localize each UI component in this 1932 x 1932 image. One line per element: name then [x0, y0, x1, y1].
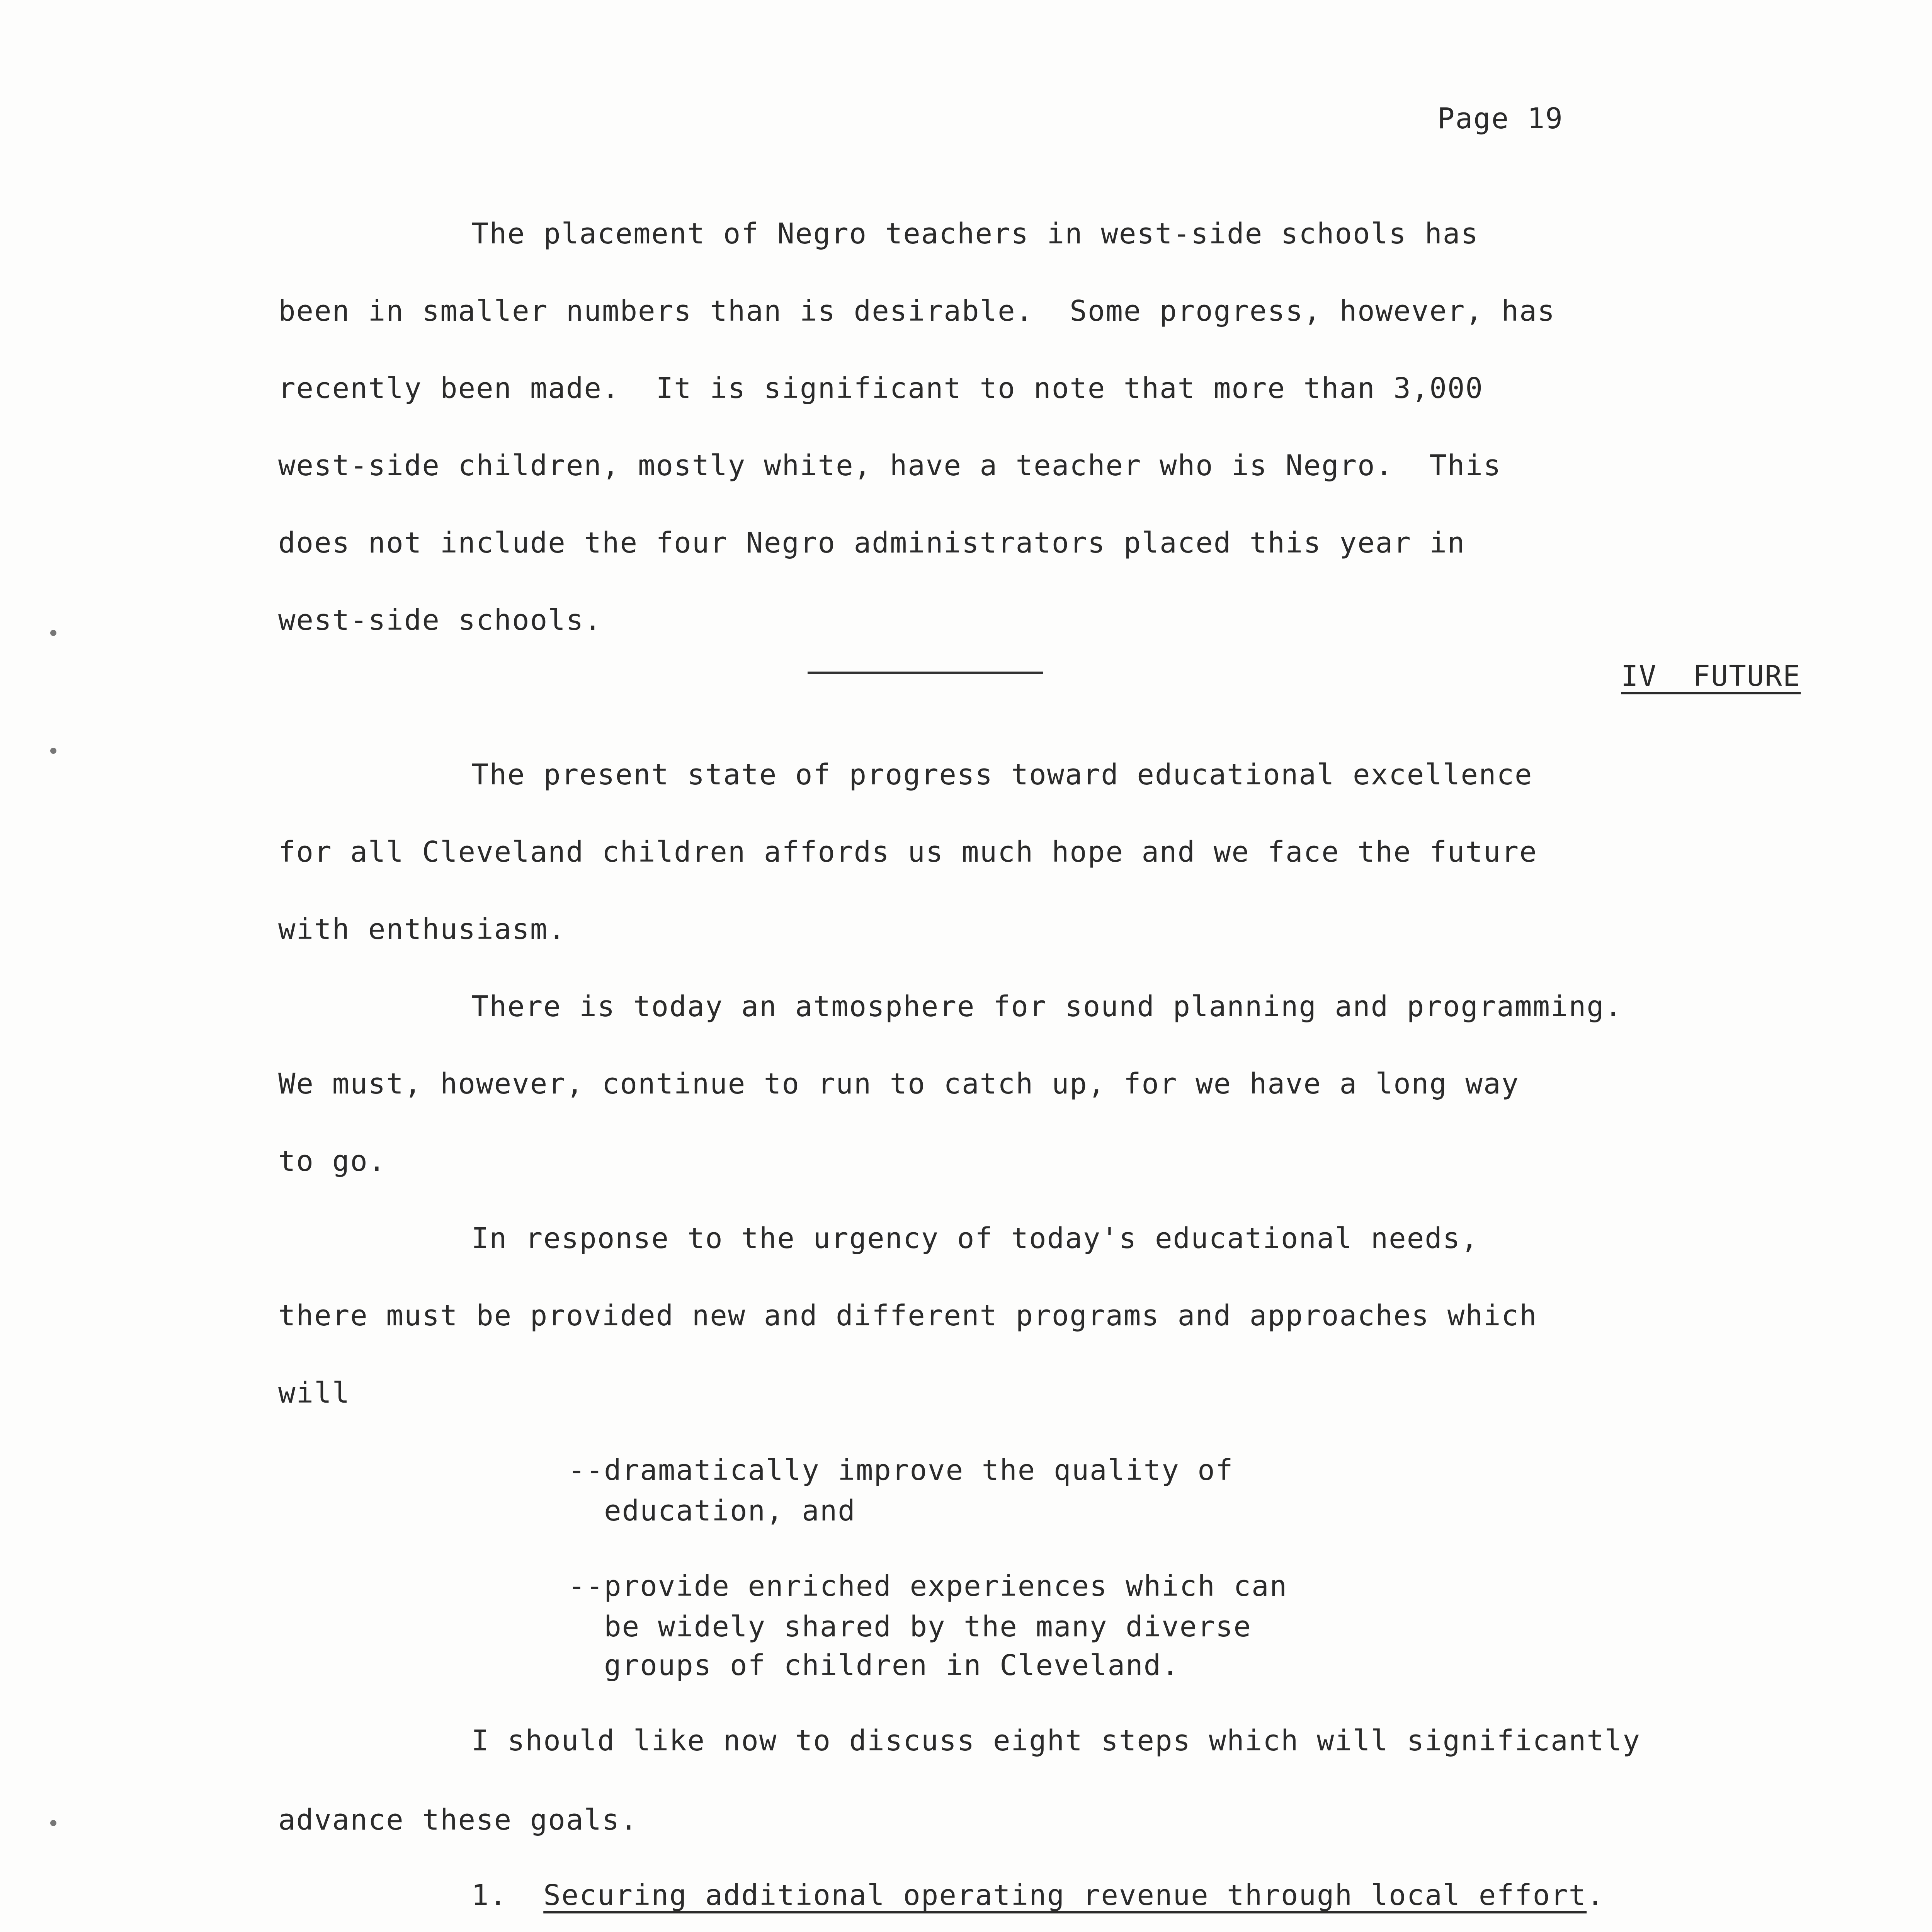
paragraph-1-line-4: west-side children, mostly white, have a teacher who is Negro. This: [278, 449, 1502, 482]
margin-speck: [50, 748, 56, 754]
paragraph-4-line-3: will: [278, 1376, 350, 1410]
paragraph-1-line-5: does not include the four Negro administrators placed this year in: [278, 526, 1466, 560]
bullet-2-line-1: --provide enriched experiences which can: [568, 1570, 1288, 1603]
section-divider: [808, 672, 1043, 674]
paragraph-2-line-3: with enthusiasm.: [278, 913, 566, 946]
paragraph-5-line-2: advance these goals.: [278, 1803, 638, 1837]
paragraph-4-line-1: In response to the urgency of today's educational needs,: [471, 1222, 1479, 1255]
section-heading: IV FUTURE: [1621, 660, 1801, 693]
step-1-title-end: .: [1587, 1879, 1605, 1912]
paragraph-2-line-2: for all Cleveland children affords us much hope and we face the future: [278, 835, 1537, 869]
bullet-1-line-1: --dramatically improve the quality of: [568, 1454, 1234, 1487]
step-1-heading-line: [471, 1878, 1605, 1913]
bullet-2-line-2: be widely shared by the many diverse: [568, 1610, 1252, 1643]
page-number: Page 19: [1437, 102, 1563, 135]
step-1-number: 1.: [471, 1879, 508, 1912]
bullet-2-line-3: groups of children in Cleveland.: [568, 1649, 1180, 1682]
paragraph-3-line-1: There is today an atmosphere for sound planning and programming.: [471, 990, 1623, 1023]
paragraph-2-line-1: The present state of progress toward educational excellence: [471, 758, 1533, 791]
paragraph-1-line-1: The placement of Negro teachers in west-side schools has: [471, 217, 1479, 250]
step-1-title: Securing additional operating revenue through local effort: [543, 1879, 1587, 1912]
paragraph-5-line-1: I should like now to discuss eight steps which will significantly: [471, 1724, 1641, 1757]
paragraph-1-line-6: west-side schools.: [278, 604, 602, 637]
paragraph-1-line-2: been in smaller numbers than is desirable. Some progress, however, has: [278, 294, 1556, 328]
paragraph-1-line-3: recently been made. It is significant to note that more than 3,000: [278, 372, 1483, 405]
paragraph-4-line-2: there must be provided new and different programs and approaches which: [278, 1299, 1537, 1332]
bullet-1-line-2: education, and: [568, 1494, 856, 1527]
margin-speck: [50, 1820, 56, 1826]
margin-speck: [50, 630, 56, 636]
paragraph-3-line-2: We must, however, continue to run to catch up, for we have a long way: [278, 1067, 1520, 1100]
paragraph-3-line-3: to go.: [278, 1145, 386, 1178]
